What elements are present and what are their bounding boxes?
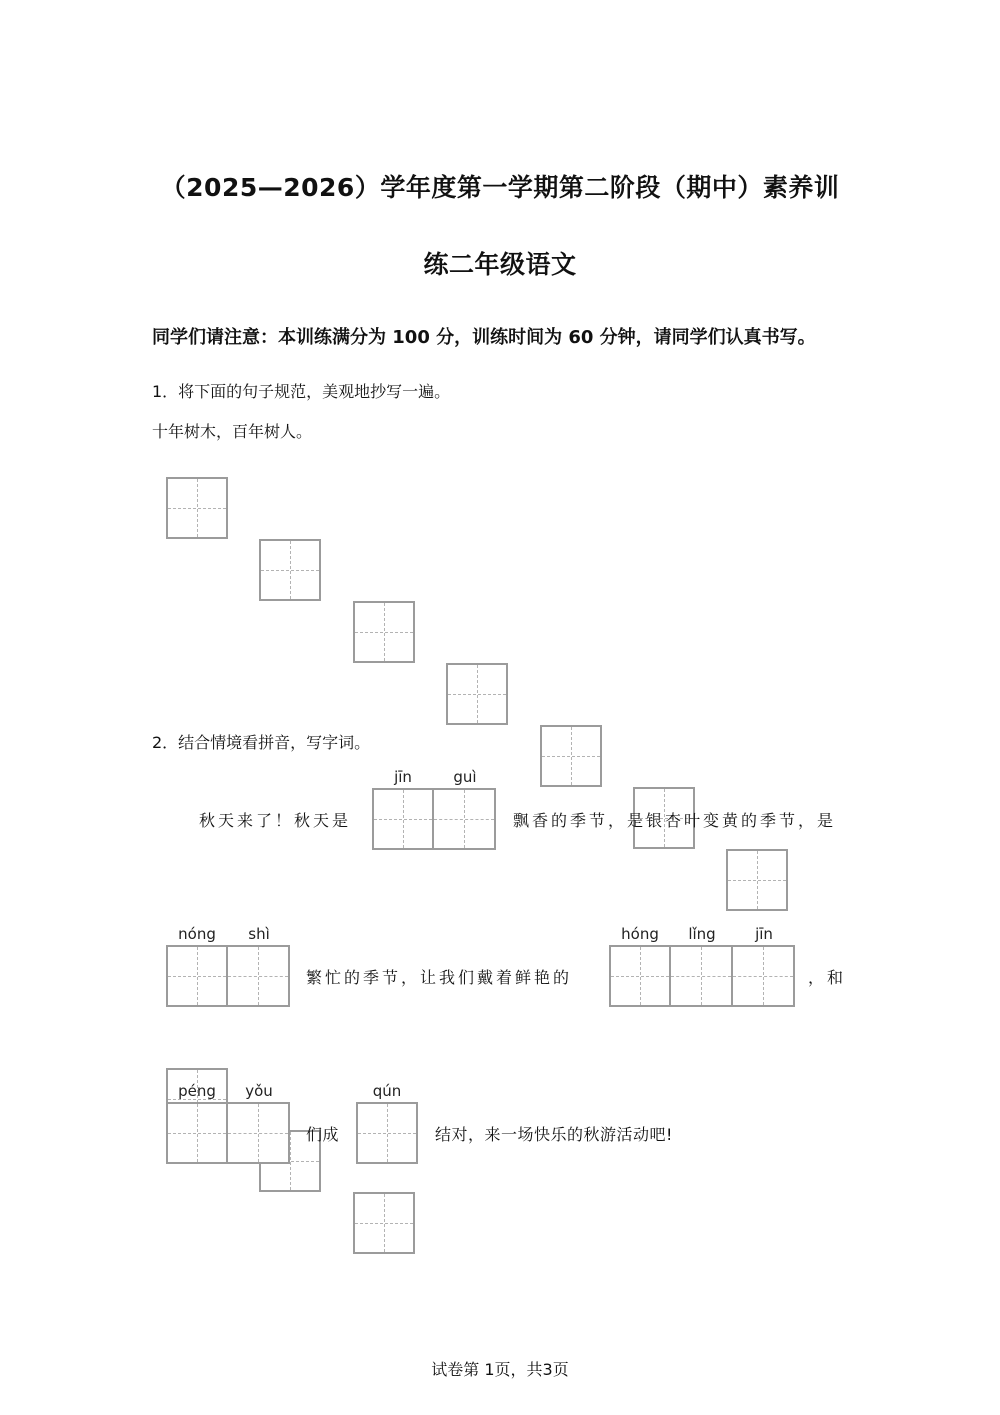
pinyin-label: péng xyxy=(178,1082,216,1100)
writing-box-1[interactable] xyxy=(166,477,228,539)
pinyin-label: qún xyxy=(372,1082,402,1100)
exam-title-line-1: （2025—2026）学年度第一学期第二阶段（期中）素养训 xyxy=(160,173,840,202)
question-2-prompt: 2．结合情境看拼音，写字词。 xyxy=(152,733,371,752)
exam-notice: 同学们请注意：本训练满分为 100 分，训练时间为 60 分钟，请同学们认真书写。 xyxy=(152,327,816,348)
pinyin-label: jīn xyxy=(394,768,412,786)
pinyin-label: jīn xyxy=(755,925,773,943)
answer-box-you[interactable] xyxy=(228,1102,290,1164)
answer-box-nong[interactable] xyxy=(166,945,228,1007)
pinyin-label: nóng xyxy=(178,925,216,943)
page-footer: 试卷第 1页，共3页 xyxy=(431,1360,569,1379)
q2-line2-end-text: ，和 xyxy=(808,968,847,987)
writing-box-4[interactable] xyxy=(446,663,508,725)
pinyin-label: hóng xyxy=(621,925,659,943)
answer-box-jin[interactable] xyxy=(372,788,434,850)
writing-box-7[interactable] xyxy=(726,849,788,911)
q2-line3-end-text: 结对，来一场快乐的秋游活动吧! xyxy=(435,1125,673,1144)
answer-box-shi[interactable] xyxy=(228,945,290,1007)
question-1-prompt: 1．将下面的句子规范，美观地抄写一遍。 xyxy=(152,382,451,401)
pinyin-label: lǐng xyxy=(688,925,716,943)
pinyin-group-nongshi xyxy=(166,923,290,1007)
answer-box-gui[interactable] xyxy=(434,788,496,850)
answer-box-ling[interactable] xyxy=(671,945,733,1007)
answer-box-peng[interactable] xyxy=(166,1102,228,1164)
writing-box-5[interactable] xyxy=(540,725,602,787)
pinyin-label: yǒu xyxy=(245,1082,273,1100)
pinyin-group-pengyou xyxy=(166,1080,290,1164)
q2-line2-mid-text: 繁忙的季节，让我们戴着鲜艳的 xyxy=(306,968,573,987)
writing-box-2[interactable] xyxy=(259,539,321,601)
answer-box-qun[interactable] xyxy=(356,1102,418,1164)
answer-box-hong[interactable] xyxy=(609,945,671,1007)
q2-line3-mid-text: 们成 xyxy=(306,1125,340,1144)
q2-line1-before-text: 秋天来了！秋天是 xyxy=(199,811,352,830)
q2-line1-after-text: 飘香的季节，是银杏叶变黄的季节，是 xyxy=(513,811,837,830)
pinyin-label: guì xyxy=(453,768,477,786)
answer-box-jin-2[interactable] xyxy=(733,945,795,1007)
question-1-sentence: 十年树木，百年树人。 xyxy=(152,422,313,441)
writing-box-3[interactable] xyxy=(353,601,415,663)
pinyin-group-jingui xyxy=(372,766,496,850)
exam-title-line-2: 练二年级语文 xyxy=(423,250,577,279)
pinyin-group-honglingjin xyxy=(609,923,795,1007)
pinyin-label: shì xyxy=(248,925,270,943)
pinyin-group-qun xyxy=(356,1080,418,1164)
writing-box-10[interactable] xyxy=(353,1192,415,1254)
